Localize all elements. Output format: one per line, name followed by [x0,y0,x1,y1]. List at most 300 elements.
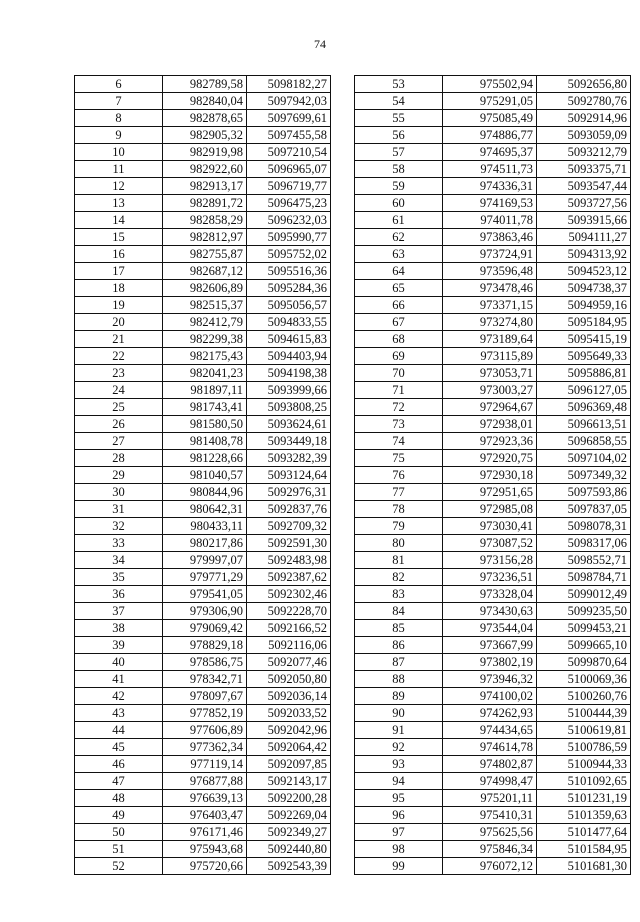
x-coordinate-cell: 972985,08 [443,501,537,518]
x-coordinate-cell: 973802,19 [443,654,537,671]
table-row [75,246,331,263]
x-coordinate-cell: 972923,36 [443,433,537,450]
table-row [75,297,331,314]
point-number-cell: 7 [75,93,163,110]
x-coordinate-cell: 982041,23 [163,365,247,382]
point-number-cell: 33 [75,535,163,552]
table-row [355,790,631,807]
point-number-cell: 87 [355,654,443,671]
table-row [355,467,631,484]
x-coordinate-cell: 972920,75 [443,450,537,467]
y-coordinate-cell: 5095752,02 [247,246,331,263]
point-number-cell: 90 [355,705,443,722]
y-coordinate-cell: 5093375,71 [537,161,631,178]
y-coordinate-cell: 5095990,77 [247,229,331,246]
table-row [355,416,631,433]
x-coordinate-cell: 982922,60 [163,161,247,178]
y-coordinate-cell: 5092709,32 [247,518,331,535]
y-coordinate-cell: 5094523,12 [537,263,631,280]
point-number-cell: 22 [75,348,163,365]
x-coordinate-cell: 979541,05 [163,586,247,603]
table-row [355,637,631,654]
y-coordinate-cell: 5092387,62 [247,569,331,586]
y-coordinate-cell: 5092780,76 [537,93,631,110]
x-coordinate-cell: 972930,18 [443,467,537,484]
x-coordinate-cell: 974886,77 [443,127,537,144]
coordinates-table-right [354,75,631,875]
table-row [355,399,631,416]
table-row [355,773,631,790]
point-number-cell: 57 [355,144,443,161]
x-coordinate-cell: 982840,04 [163,93,247,110]
y-coordinate-cell: 5092483,98 [247,552,331,569]
point-number-cell: 82 [355,569,443,586]
point-number-cell: 37 [75,603,163,620]
table-row [75,382,331,399]
point-number-cell: 58 [355,161,443,178]
y-coordinate-cell: 5097837,05 [537,501,631,518]
table-row [75,450,331,467]
y-coordinate-cell: 5093547,44 [537,178,631,195]
x-coordinate-cell: 982755,87 [163,246,247,263]
table-row [355,331,631,348]
x-coordinate-cell: 981580,50 [163,416,247,433]
point-number-cell: 19 [75,297,163,314]
y-coordinate-cell: 5093059,09 [537,127,631,144]
point-number-cell: 75 [355,450,443,467]
point-number-cell: 93 [355,756,443,773]
table-row [75,467,331,484]
x-coordinate-cell: 982515,37 [163,297,247,314]
table-row [355,484,631,501]
table-row [355,178,631,195]
point-number-cell: 99 [355,858,443,875]
y-coordinate-cell: 5094738,37 [537,280,631,297]
point-number-cell: 46 [75,756,163,773]
x-coordinate-cell: 973030,41 [443,518,537,535]
x-coordinate-cell: 979771,29 [163,569,247,586]
x-coordinate-cell: 973053,71 [443,365,537,382]
x-coordinate-cell: 980217,86 [163,535,247,552]
y-coordinate-cell: 5095649,33 [537,348,631,365]
y-coordinate-cell: 5097210,54 [247,144,331,161]
x-coordinate-cell: 973371,15 [443,297,537,314]
x-coordinate-cell: 975410,31 [443,807,537,824]
table-row [75,603,331,620]
x-coordinate-cell: 982606,89 [163,280,247,297]
y-coordinate-cell: 5093624,61 [247,416,331,433]
y-coordinate-cell: 5094313,92 [537,246,631,263]
point-number-cell: 67 [355,314,443,331]
point-number-cell: 81 [355,552,443,569]
table-row [355,586,631,603]
table-row [75,127,331,144]
point-number-cell: 16 [75,246,163,263]
point-number-cell: 38 [75,620,163,637]
x-coordinate-cell: 973596,48 [443,263,537,280]
point-number-cell: 8 [75,110,163,127]
x-coordinate-cell: 974511,73 [443,161,537,178]
point-number-cell: 35 [75,569,163,586]
table-row [355,246,631,263]
x-coordinate-cell: 974998,47 [443,773,537,790]
point-number-cell: 84 [355,603,443,620]
y-coordinate-cell: 5092036,14 [247,688,331,705]
y-coordinate-cell: 5093808,25 [247,399,331,416]
x-coordinate-cell: 974434,65 [443,722,537,739]
table-row [355,144,631,161]
x-coordinate-cell: 982905,32 [163,127,247,144]
y-coordinate-cell: 5101681,30 [537,858,631,875]
table-row [355,722,631,739]
y-coordinate-cell: 5100260,76 [537,688,631,705]
point-number-cell: 52 [75,858,163,875]
point-number-cell: 32 [75,518,163,535]
table-row [355,212,631,229]
y-coordinate-cell: 5100444,39 [537,705,631,722]
point-number-cell: 26 [75,416,163,433]
point-number-cell: 55 [355,110,443,127]
x-coordinate-cell: 982789,58 [163,76,247,93]
point-number-cell: 54 [355,93,443,110]
y-coordinate-cell: 5095284,36 [247,280,331,297]
y-coordinate-cell: 5092591,30 [247,535,331,552]
x-coordinate-cell: 982812,97 [163,229,247,246]
x-coordinate-cell: 978342,71 [163,671,247,688]
point-number-cell: 65 [355,280,443,297]
x-coordinate-cell: 974169,53 [443,195,537,212]
table-row [75,790,331,807]
point-number-cell: 18 [75,280,163,297]
x-coordinate-cell: 980433,11 [163,518,247,535]
x-coordinate-cell: 981408,78 [163,433,247,450]
y-coordinate-cell: 5092837,76 [247,501,331,518]
x-coordinate-cell: 974802,87 [443,756,537,773]
x-coordinate-cell: 974100,02 [443,688,537,705]
y-coordinate-cell: 5094959,16 [537,297,631,314]
table-row [75,824,331,841]
y-coordinate-cell: 5092349,27 [247,824,331,841]
x-coordinate-cell: 972964,67 [443,399,537,416]
y-coordinate-cell: 5101477,64 [537,824,631,841]
table-row [355,433,631,450]
y-coordinate-cell: 5092543,39 [247,858,331,875]
point-number-cell: 9 [75,127,163,144]
x-coordinate-cell: 978829,18 [163,637,247,654]
table-row [75,212,331,229]
point-number-cell: 43 [75,705,163,722]
table-row [75,756,331,773]
y-coordinate-cell: 5092914,96 [537,110,631,127]
point-number-cell: 85 [355,620,443,637]
point-number-cell: 56 [355,127,443,144]
y-coordinate-cell: 5094833,55 [247,314,331,331]
table-row [75,671,331,688]
y-coordinate-cell: 5093282,39 [247,450,331,467]
x-coordinate-cell: 975291,05 [443,93,537,110]
y-coordinate-cell: 5092656,80 [537,76,631,93]
point-number-cell: 28 [75,450,163,467]
y-coordinate-cell: 5101092,65 [537,773,631,790]
point-number-cell: 14 [75,212,163,229]
x-coordinate-cell: 975502,94 [443,76,537,93]
x-coordinate-cell: 982412,79 [163,314,247,331]
point-number-cell: 95 [355,790,443,807]
table-row [355,280,631,297]
y-coordinate-cell: 5101359,63 [537,807,631,824]
y-coordinate-cell: 5095415,19 [537,331,631,348]
x-coordinate-cell: 973430,63 [443,603,537,620]
x-coordinate-cell: 976877,88 [163,773,247,790]
point-number-cell: 47 [75,773,163,790]
point-number-cell: 42 [75,688,163,705]
table-row [355,671,631,688]
y-coordinate-cell: 5099012,49 [537,586,631,603]
table-row [355,76,631,93]
x-coordinate-cell: 974614,78 [443,739,537,756]
point-number-cell: 91 [355,722,443,739]
table-row [75,688,331,705]
y-coordinate-cell: 5092166,52 [247,620,331,637]
y-coordinate-cell: 5094615,83 [247,331,331,348]
x-coordinate-cell: 982878,65 [163,110,247,127]
y-coordinate-cell: 5092269,04 [247,807,331,824]
table-row [75,331,331,348]
point-number-cell: 64 [355,263,443,280]
point-number-cell: 72 [355,399,443,416]
point-number-cell: 36 [75,586,163,603]
y-coordinate-cell: 5098317,06 [537,535,631,552]
x-coordinate-cell: 981228,66 [163,450,247,467]
point-number-cell: 88 [355,671,443,688]
y-coordinate-cell: 5096475,23 [247,195,331,212]
table-row [75,263,331,280]
table-row [75,76,331,93]
y-coordinate-cell: 5099665,10 [537,637,631,654]
point-number-cell: 20 [75,314,163,331]
y-coordinate-cell: 5093212,79 [537,144,631,161]
x-coordinate-cell: 980642,31 [163,501,247,518]
y-coordinate-cell: 5094403,94 [247,348,331,365]
x-coordinate-cell: 976171,46 [163,824,247,841]
point-number-cell: 17 [75,263,163,280]
point-number-cell: 10 [75,144,163,161]
table-row [75,637,331,654]
table-row [75,110,331,127]
x-coordinate-cell: 973236,51 [443,569,537,586]
point-number-cell: 39 [75,637,163,654]
point-number-cell: 59 [355,178,443,195]
y-coordinate-cell: 5099870,64 [537,654,631,671]
y-coordinate-cell: 5094111,27 [537,229,631,246]
table-row [75,195,331,212]
point-number-cell: 12 [75,178,163,195]
y-coordinate-cell: 5097104,02 [537,450,631,467]
y-coordinate-cell: 5097942,03 [247,93,331,110]
table-row [355,110,631,127]
point-number-cell: 98 [355,841,443,858]
y-coordinate-cell: 5096858,55 [537,433,631,450]
page-number: 74 [314,37,326,51]
table-row [355,297,631,314]
point-number-cell: 31 [75,501,163,518]
x-coordinate-cell: 978097,67 [163,688,247,705]
x-coordinate-cell: 973115,89 [443,348,537,365]
table-row [355,858,631,875]
point-number-cell: 63 [355,246,443,263]
x-coordinate-cell: 973189,64 [443,331,537,348]
table-row [75,705,331,722]
table-row [355,314,631,331]
x-coordinate-cell: 974695,37 [443,144,537,161]
table-row [355,824,631,841]
x-coordinate-cell: 976639,13 [163,790,247,807]
y-coordinate-cell: 5092440,80 [247,841,331,858]
y-coordinate-cell: 5098078,31 [537,518,631,535]
y-coordinate-cell: 5094198,38 [247,365,331,382]
table-row [75,178,331,195]
x-coordinate-cell: 973274,80 [443,314,537,331]
y-coordinate-cell: 5098182,27 [247,76,331,93]
table-row [75,518,331,535]
table-row [75,501,331,518]
x-coordinate-cell: 973946,32 [443,671,537,688]
table-row [355,93,631,110]
x-coordinate-cell: 981040,57 [163,467,247,484]
point-number-cell: 21 [75,331,163,348]
x-coordinate-cell: 976403,47 [163,807,247,824]
table-row [75,739,331,756]
table-row [355,552,631,569]
x-coordinate-cell: 974262,93 [443,705,537,722]
y-coordinate-cell: 5097349,32 [537,467,631,484]
table-row [75,722,331,739]
y-coordinate-cell: 5093915,66 [537,212,631,229]
y-coordinate-cell: 5100619,81 [537,722,631,739]
y-coordinate-cell: 5092097,85 [247,756,331,773]
point-number-cell: 69 [355,348,443,365]
point-number-cell: 68 [355,331,443,348]
y-coordinate-cell: 5096127,05 [537,382,631,399]
point-number-cell: 15 [75,229,163,246]
point-number-cell: 74 [355,433,443,450]
table-row [75,314,331,331]
x-coordinate-cell: 973087,52 [443,535,537,552]
table-row [355,195,631,212]
x-coordinate-cell: 976072,12 [443,858,537,875]
table-row [355,450,631,467]
y-coordinate-cell: 5092143,17 [247,773,331,790]
x-coordinate-cell: 979997,07 [163,552,247,569]
x-coordinate-cell: 980844,96 [163,484,247,501]
table-row [75,365,331,382]
y-coordinate-cell: 5096965,07 [247,161,331,178]
x-coordinate-cell: 981897,11 [163,382,247,399]
x-coordinate-cell: 975201,11 [443,790,537,807]
point-number-cell: 94 [355,773,443,790]
table-row [75,773,331,790]
x-coordinate-cell: 982175,43 [163,348,247,365]
table-row [355,807,631,824]
point-number-cell: 53 [355,76,443,93]
y-coordinate-cell: 5098552,71 [537,552,631,569]
point-number-cell: 66 [355,297,443,314]
x-coordinate-cell: 982687,12 [163,263,247,280]
table-row [75,93,331,110]
coordinates-table-left [74,75,331,875]
table-row [355,654,631,671]
x-coordinate-cell: 982299,38 [163,331,247,348]
x-coordinate-cell: 975846,34 [443,841,537,858]
point-number-cell: 86 [355,637,443,654]
table-row [75,433,331,450]
x-coordinate-cell: 973667,99 [443,637,537,654]
point-number-cell: 45 [75,739,163,756]
y-coordinate-cell: 5092050,80 [247,671,331,688]
point-number-cell: 25 [75,399,163,416]
y-coordinate-cell: 5092302,46 [247,586,331,603]
point-number-cell: 97 [355,824,443,841]
x-coordinate-cell: 977606,89 [163,722,247,739]
x-coordinate-cell: 975943,68 [163,841,247,858]
table-row [355,841,631,858]
point-number-cell: 30 [75,484,163,501]
table-row [355,229,631,246]
point-number-cell: 23 [75,365,163,382]
x-coordinate-cell: 974011,78 [443,212,537,229]
x-coordinate-cell: 972938,01 [443,416,537,433]
point-number-cell: 34 [75,552,163,569]
table-row [355,569,631,586]
x-coordinate-cell: 982891,72 [163,195,247,212]
x-coordinate-cell: 977852,19 [163,705,247,722]
x-coordinate-cell: 973478,46 [443,280,537,297]
point-number-cell: 6 [75,76,163,93]
y-coordinate-cell: 5092042,96 [247,722,331,739]
y-coordinate-cell: 5095886,81 [537,365,631,382]
y-coordinate-cell: 5096369,48 [537,399,631,416]
x-coordinate-cell: 979069,42 [163,620,247,637]
point-number-cell: 92 [355,739,443,756]
point-number-cell: 61 [355,212,443,229]
table-row [75,841,331,858]
table-row [75,484,331,501]
table-row [355,756,631,773]
table-row [355,127,631,144]
point-number-cell: 73 [355,416,443,433]
x-coordinate-cell: 975720,66 [163,858,247,875]
table-row [75,654,331,671]
y-coordinate-cell: 5092064,42 [247,739,331,756]
y-coordinate-cell: 5099453,21 [537,620,631,637]
x-coordinate-cell: 979306,90 [163,603,247,620]
point-number-cell: 71 [355,382,443,399]
point-number-cell: 27 [75,433,163,450]
table-row [355,705,631,722]
y-coordinate-cell: 5092033,52 [247,705,331,722]
y-coordinate-cell: 5097593,86 [537,484,631,501]
table-row [75,229,331,246]
point-number-cell: 76 [355,467,443,484]
x-coordinate-cell: 973328,04 [443,586,537,603]
x-coordinate-cell: 973724,91 [443,246,537,263]
point-number-cell: 96 [355,807,443,824]
point-number-cell: 41 [75,671,163,688]
point-number-cell: 13 [75,195,163,212]
table-row [355,603,631,620]
table-row [75,569,331,586]
table-row [355,161,631,178]
